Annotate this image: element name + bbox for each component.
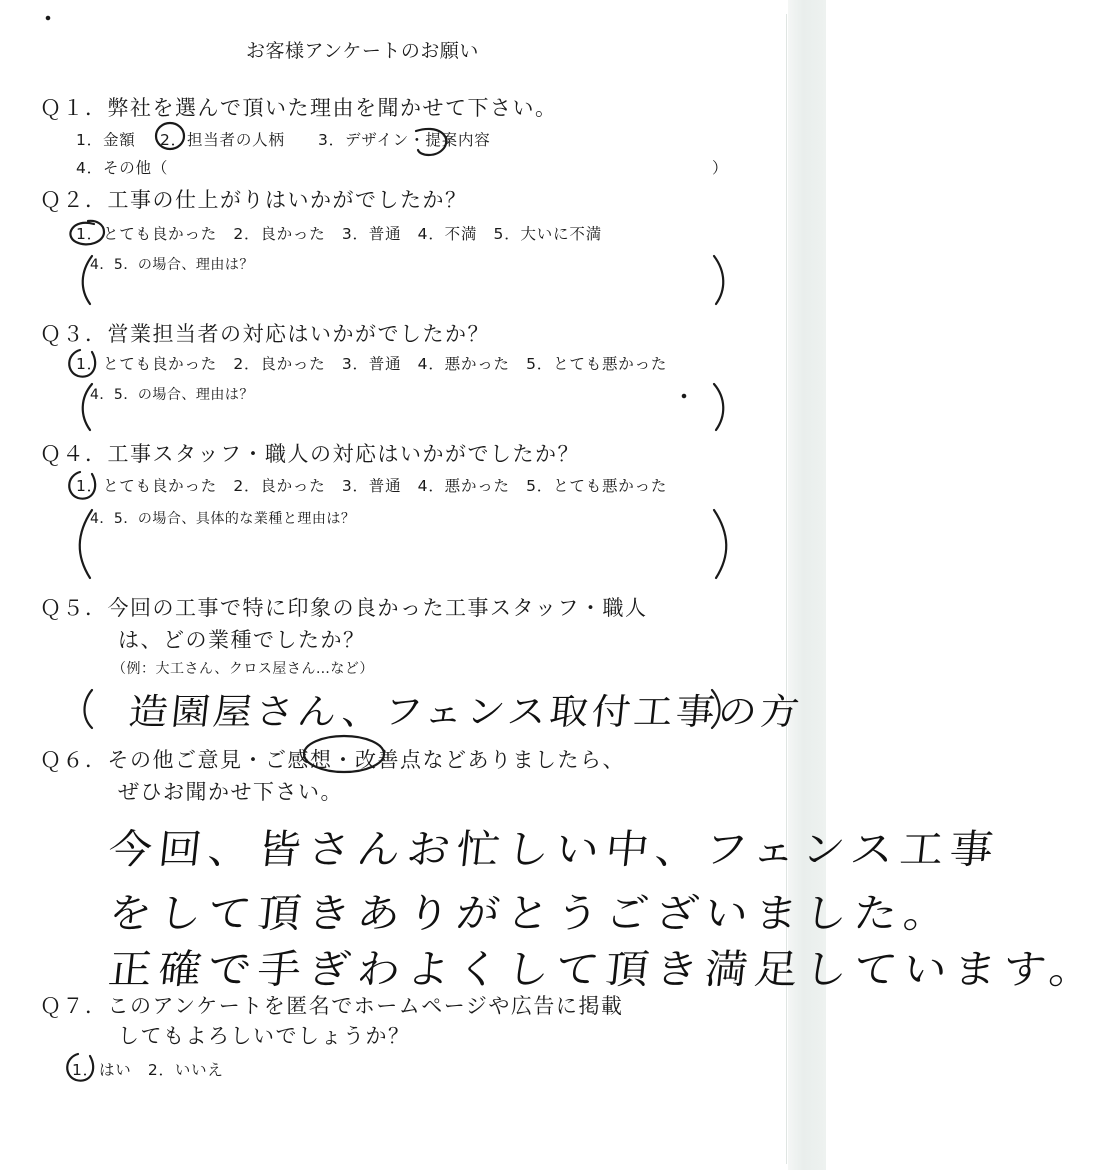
q4-close-bracket — [714, 510, 726, 578]
q5-question-line1: Ｑ５．今回の工事で特に印象の良かった工事スタッフ・職人 — [40, 596, 648, 620]
q2-options[interactable]: 1．とても良かった 2．良かった 3．普通 4．不満 5．大いに不満 — [76, 225, 603, 243]
q3-open-bracket — [83, 384, 92, 430]
q3-question: Ｑ３．営業担当者の対応はいかがでしたか？ — [40, 322, 490, 346]
q3-options[interactable]: 1．とても良かった 2．良かった 3．普通 4．悪かった 5．とても悪かった — [76, 355, 668, 373]
q1-option-4[interactable]: 4．その他（ — [76, 159, 169, 177]
q4-options[interactable]: 1．とても良かった 2．良かった 3．普通 4．悪かった 5．とても悪かった — [76, 477, 668, 495]
q1-option-3[interactable]: 3．デザイン・提案内容 — [318, 131, 491, 149]
q6-question-line2: ぜひお聞かせ下さい。 — [118, 780, 343, 804]
q6-handwritten-answer-line3: 正確で手ぎわよくして頂き満足しています。 — [106, 947, 1102, 993]
q7-options[interactable]: 1．はい 2．いいえ — [72, 1061, 224, 1079]
q1-option-4-close: ） — [712, 159, 729, 177]
form-title: お客様アンケートのお願い — [246, 40, 479, 62]
q7-question-line2: してもよろしいでしょうか？ — [118, 1024, 411, 1048]
q1-question: Ｑ１．弊社を選んで頂いた理由を聞かせて下さい。 — [40, 96, 558, 120]
q5-question-line2: は、どの業種でしたか？ — [118, 628, 366, 652]
q2-close-bracket — [714, 256, 723, 304]
q1-option-1[interactable]: 1．金額 — [76, 131, 136, 149]
q3-circle-option-1 — [69, 350, 95, 377]
q1-option-2[interactable]: 2．担当者の人柄 — [160, 131, 285, 149]
q6-handwritten-answer-line1: 今回、皆さんお忙しい中、フェンス工事 — [106, 827, 1002, 873]
q7-question-line1: Ｑ７．このアンケートを匿名でホームページや広告に掲載 — [40, 994, 624, 1018]
q3-reason-label: 4．5．の場合、理由は？ — [90, 387, 254, 403]
q7-circle-option-1 — [67, 1054, 93, 1081]
q5-close-bracket — [712, 690, 720, 728]
q4-open-bracket — [80, 510, 92, 578]
q3-close-bracket — [714, 384, 723, 430]
stray-dot — [47, 17, 49, 19]
q5-handwritten-answer: 造園屋さん、フェンス取付工事の方 — [126, 692, 805, 733]
q6-question-line1: Ｑ６．その他ご意見・ご感想・改善点などありましたら、 — [40, 748, 625, 772]
q2-circle-option-1 — [70, 221, 104, 245]
q2-open-bracket — [83, 256, 92, 304]
q5-example: （例：大工さん、クロス屋さん…など） — [112, 661, 374, 677]
q4-reason-label: 4．5．の場合、具体的な業種と理由は？ — [90, 511, 356, 527]
q1-circle-option-2 — [156, 123, 184, 149]
q5-open-bracket — [85, 690, 93, 728]
q2-reason-label: 4．5．の場合、理由は？ — [90, 257, 254, 273]
q1-mark-option-3 — [416, 129, 446, 155]
q2-question: Ｑ２．工事の仕上がりはいかがでしたか？ — [40, 188, 468, 212]
stray-dot — [683, 395, 685, 397]
q6-handwritten-answer-line2: をして頂きありがとうございました。 — [106, 891, 956, 937]
q6-circle-goikan — [304, 736, 384, 772]
q4-circle-option-1 — [69, 472, 95, 499]
q4-question: Ｑ４．工事スタッフ・職人の対応はいかがでしたか？ — [40, 442, 580, 466]
